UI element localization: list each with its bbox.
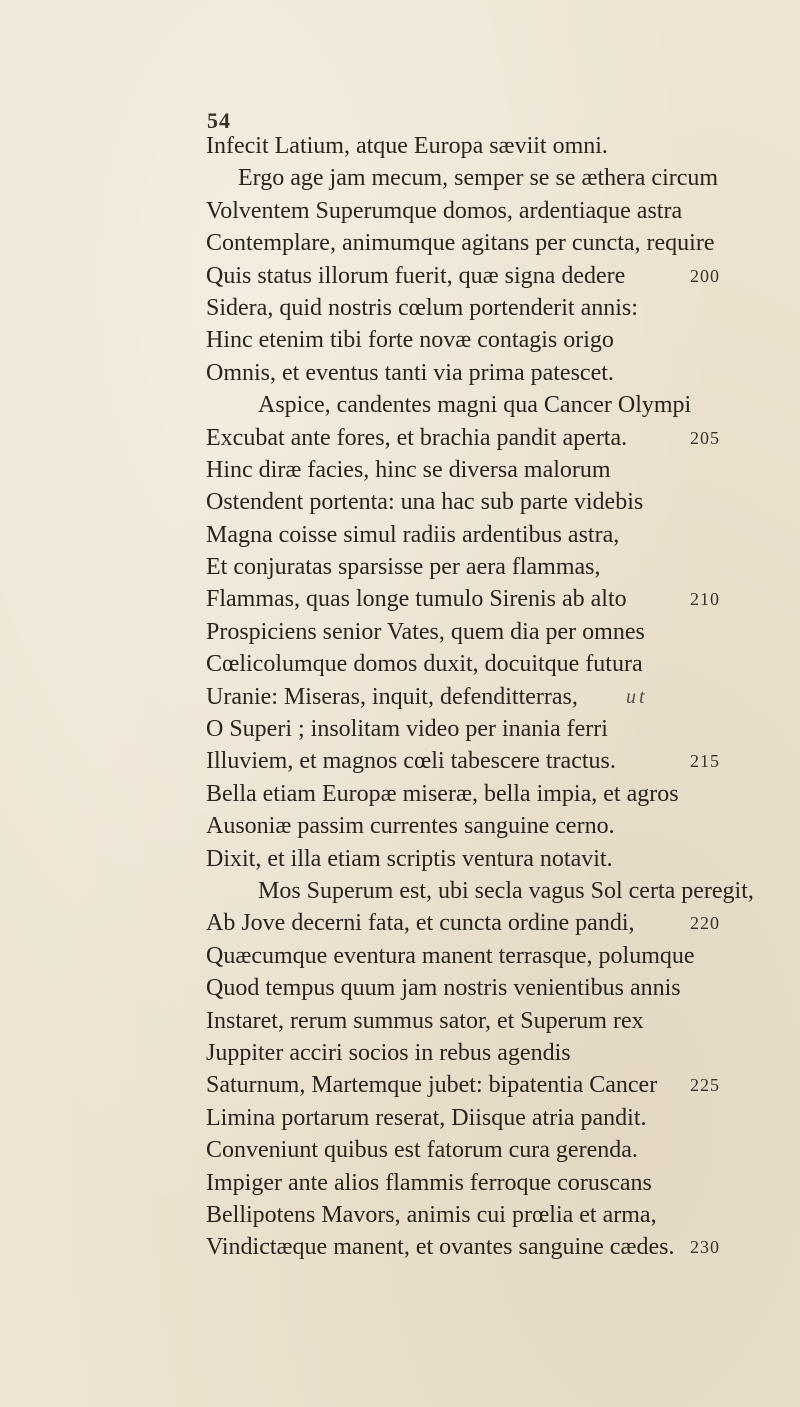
poem-line-text: Vindictæque manent, et ovantes sanguine cædes. xyxy=(206,1234,675,1261)
poem-line-text: Hinc etenim tibi forte novæ contagis origo xyxy=(206,327,614,354)
poem-line-text: Impiger ante alios flammis ferroque coruscans xyxy=(206,1169,652,1196)
poem-line-text: Dixit, et illa etiam scriptis ventura notavit. xyxy=(206,845,613,872)
poem-line-text: Flammas, quas longe tumulo Sirenis ab alto xyxy=(206,586,627,613)
poem-line-text: Prospiciens senior Vates, quem dia per omnes xyxy=(206,618,645,645)
handwritten-margin-note: ut xyxy=(626,685,648,708)
poem-line-text: Aspice, candentes magni qua Cancer Olympi xyxy=(258,392,692,419)
poem-line xyxy=(206,551,746,583)
line-number: 215 xyxy=(690,751,720,772)
poem-line xyxy=(206,810,746,842)
poem-line xyxy=(206,1199,746,1231)
poem-line-text: Cœlicolumque domos duxit, docuitque futura xyxy=(206,651,643,678)
poem-line-text: Magna coisse simul radiis ardentibus astra, xyxy=(206,521,620,548)
poem-line-text: Illuviem, et magnos cœli tabescere tractus. xyxy=(206,748,616,775)
poem-line xyxy=(206,907,746,939)
poem-line xyxy=(206,1102,746,1134)
poem-line xyxy=(206,227,746,259)
poem-line xyxy=(206,324,746,356)
poem-line-text: Saturnum, Martemque jubet: bipatentia Cancer xyxy=(206,1072,658,1099)
poem-line xyxy=(206,422,746,454)
poem-line xyxy=(206,1037,746,1069)
poem-line xyxy=(206,519,746,551)
poem-line-text: Uranie: Miseras, inquit, defenditterras, xyxy=(206,683,578,710)
poem-line-text: Mos Superum est, ubi secla vagus Sol certa peregit, xyxy=(258,877,754,904)
poem-line xyxy=(206,130,746,162)
poem-line xyxy=(206,583,746,615)
poem-body xyxy=(206,130,754,1264)
poem-line xyxy=(206,681,746,713)
poem-line-text: Ab Jove decerni fata, et cuncta ordine pandi, xyxy=(206,910,635,937)
poem-line xyxy=(206,486,746,518)
poem-line xyxy=(206,1069,746,1101)
poem-line-text: O Superi ; insolitam video per inania ferri xyxy=(206,716,608,743)
poem-line-text: Bellipotens Mavors, animis cui prœlia et arma, xyxy=(206,1201,657,1228)
poem-line-text: Sidera, quid nostris cœlum portenderit annis: xyxy=(206,294,638,321)
poem-line-text: Bella etiam Europæ miseræ, bella impia, et agros xyxy=(206,780,679,807)
poem-line-text: Ostendent portenta: una hac sub parte videbis xyxy=(206,489,644,516)
poem-line-text: Hinc diræ facies, hinc se diversa malorum xyxy=(206,456,611,483)
poem-line-text: Excubat ante fores, et brachia pandit aperta. xyxy=(206,424,628,451)
line-number: 210 xyxy=(690,589,720,610)
poem-line-text: Volventem Superumque domos, ardentiaque astra xyxy=(206,197,683,224)
poem-line xyxy=(206,778,746,810)
poem-line-text: Quæcumque eventura manent terrasque, polumque xyxy=(206,942,695,969)
poem-line xyxy=(206,357,746,389)
poem-line xyxy=(206,1134,746,1166)
line-number: 230 xyxy=(690,1237,720,1258)
poem-line xyxy=(206,1231,746,1263)
poem-line xyxy=(206,713,746,745)
poem-line-text: Limina portarum reserat, Diisque atria pandit. xyxy=(206,1104,647,1131)
poem-line xyxy=(206,1005,746,1037)
poem-line xyxy=(206,195,746,227)
poem-line xyxy=(206,1167,746,1199)
page-number: 54 xyxy=(207,108,231,133)
poem-line xyxy=(206,648,746,680)
poem-line-text: Conveniunt quibus est fatorum cura gerenda. xyxy=(206,1137,638,1164)
poem-line xyxy=(206,940,746,972)
line-number: 220 xyxy=(690,913,720,934)
line-number: 205 xyxy=(690,427,720,448)
poem-line-text: Quod tempus quum jam nostris venientibus annis xyxy=(206,975,681,1002)
poem-line xyxy=(206,292,746,324)
poem-line-text: Instaret, rerum summus sator, et Superum rex xyxy=(206,1007,644,1034)
poem-line-text: Ausoniæ passim currentes sanguine cerno. xyxy=(206,813,615,840)
poem-line xyxy=(206,745,746,777)
poem-line xyxy=(206,389,746,421)
poem-line-text: Juppiter acciri socios in rebus agendis xyxy=(206,1039,571,1066)
poem-line xyxy=(206,454,746,486)
line-number: 200 xyxy=(690,265,720,286)
poem-line-text: Quis status illorum fuerit, quæ signa dedere xyxy=(206,262,626,289)
poem-line-text: Contemplare, animumque agitans per cuncta, require xyxy=(206,230,715,257)
poem-line-text: Infecit Latium, atque Europa sæviit omni. xyxy=(206,133,608,159)
poem-line xyxy=(206,875,754,907)
poem-line xyxy=(206,162,746,194)
poem-line-text: Et conjuratas sparsisse per aera flammas, xyxy=(206,554,601,581)
poem-line xyxy=(206,616,746,648)
poem-line xyxy=(206,972,746,1004)
poem-line xyxy=(206,843,746,875)
line-number: 225 xyxy=(690,1075,720,1096)
poem-line xyxy=(206,260,746,292)
poem-line-text: Omnis, et eventus tanti via prima patescet. xyxy=(206,359,614,386)
poem-line-text: Ergo age jam mecum, semper se se æthera circum xyxy=(238,165,719,192)
